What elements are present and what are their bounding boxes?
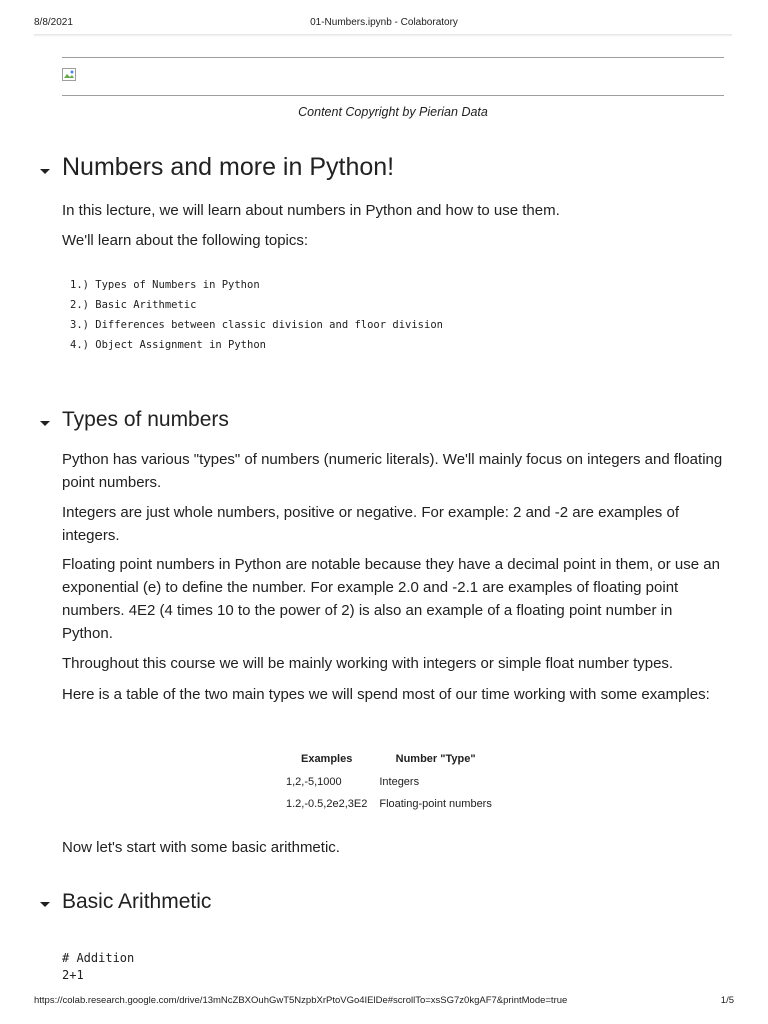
collapse-section-caret-icon[interactable] — [40, 902, 50, 907]
copyright-caption: Content Copyright by Pierian Data — [298, 105, 488, 119]
table-cell-examples: 1.2,-0.5,2e2,3E2 — [286, 798, 368, 810]
page-number: 1/5 — [720, 995, 734, 1006]
broken-image-icon — [62, 68, 78, 82]
table-row — [280, 793, 498, 815]
print-title: 01-Numbers.ipynb - Colaboratory — [310, 17, 458, 28]
collapse-section-caret-icon[interactable] — [40, 169, 50, 174]
topic-line: 2.) Basic Arithmetic — [70, 299, 197, 311]
intro-paragraph: In this lecture, we will learn about numbers in Python and how to use them. — [62, 202, 560, 219]
heading-numbers-and-more: Numbers and more in Python! — [62, 153, 395, 181]
table-cell-type: Integers — [379, 776, 420, 788]
number-types-table — [280, 750, 498, 815]
code-cell-line[interactable]: 2+1 — [62, 968, 84, 982]
topics-lead-paragraph: We'll learn about the following topics: — [62, 232, 309, 249]
types-paragraph-3: Floating point numbers in Python are notable because they have a decimal point in them, or use an exponential (e) to define the number. For example 2.0 and -2.1 are examples of floating point numbers. 4E2 (4 times 10 to the power of 2) is also an example of a floating point number in Python. — [62, 556, 720, 642]
topic-line: 4.) Object Assignment in Python — [70, 339, 266, 351]
code-cell-line[interactable]: # Addition — [62, 951, 135, 965]
table-header-examples: Examples — [300, 753, 353, 765]
divider-top — [62, 57, 724, 58]
heading-basic-arithmetic: Basic Arithmetic — [62, 890, 212, 913]
topic-line: 1.) Types of Numbers in Python — [70, 279, 260, 291]
types-paragraph-1: Python has various "types" of numbers (numeric literals). We'll mainly focus on integers and floating point numbers. — [62, 451, 723, 491]
print-date: 8/8/2021 — [34, 17, 73, 28]
table-row — [280, 771, 498, 793]
heading-types-of-numbers: Types of numbers — [62, 408, 229, 431]
collapse-section-caret-icon[interactable] — [40, 421, 50, 426]
toolbar-shadow — [34, 34, 732, 37]
arithmetic-lead-paragraph: Now let's start with some basic arithmetic. — [62, 839, 340, 856]
divider-bottom — [62, 95, 724, 96]
topic-line: 3.) Differences between classic division and floor division — [70, 319, 443, 331]
table-cell-type: Floating-point numbers — [379, 798, 492, 810]
table-cell-examples: 1,2,-5,1000 — [286, 776, 342, 788]
types-paragraph-2: Integers are just whole numbers, positive or negative. For example: 2 and -2 are examples of integers. — [62, 504, 679, 544]
types-paragraph-5: Here is a table of the two main types we will spend most of our time working with some examples: — [62, 686, 710, 703]
print-url: https://colab.research.google.com/drive/13mNcZBXOuhGwT5NzpbXrPtoVGo4IElDe#scrollTo=xsSG7z0kgAF7&printMode=true — [34, 995, 568, 1006]
table-header-number-type: Number "Type" — [395, 753, 476, 765]
types-paragraph-4: Throughout this course we will be mainly working with integers or simple float number types. — [62, 655, 674, 672]
